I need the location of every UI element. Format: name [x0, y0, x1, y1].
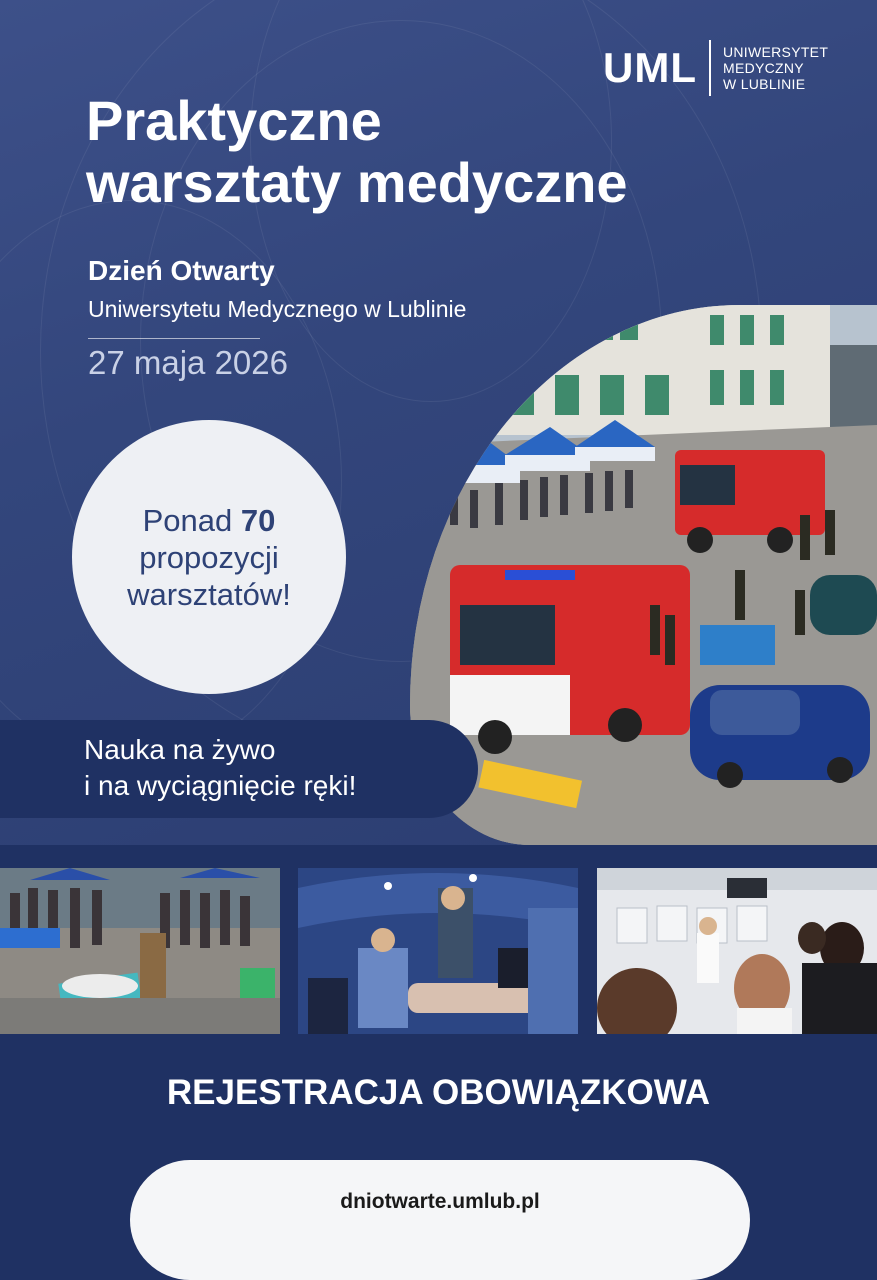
uml-logo — [603, 40, 828, 96]
photo-dental-lab-illustration — [597, 868, 877, 1034]
uml-logo-mark: UML — [603, 44, 697, 91]
title-line-1: Praktyczne — [86, 89, 382, 152]
logo-line-1: UNIWERSYTET — [722, 44, 829, 60]
divider-line — [88, 338, 260, 339]
registration-required-heading: REJESTRACJA OBOWIĄZKOWA — [166, 1073, 711, 1112]
badge-prefix: Ponad — [142, 502, 241, 538]
uml-logo-text — [723, 44, 828, 92]
title-line-2: warsztaty medyczne — [86, 151, 628, 214]
photo-simulation-tent — [298, 868, 578, 1034]
workshops-count-badge — [72, 420, 346, 694]
badge-line-3: warsztatów! — [127, 576, 291, 612]
poster-title — [86, 90, 628, 214]
registration-url-pill[interactable] — [130, 1160, 750, 1280]
registration-url-link[interactable]: dniotwarte.umlub.pl — [340, 1190, 540, 1213]
logo-line-2: MEDYCZNY — [722, 60, 804, 76]
photo-first-aid-demo — [0, 868, 280, 1034]
event-date: 27 maja 2026 — [88, 344, 288, 381]
slogan-line-2: i na wyciągnięcie ręki! — [84, 770, 357, 801]
photo-simulation-illustration — [298, 868, 578, 1034]
badge-line-2: propozycji — [139, 539, 279, 575]
slogan-banner — [0, 720, 478, 818]
event-name: Dzień Otwarty — [88, 255, 275, 286]
slogan-line-1: Nauka na żywo — [84, 734, 276, 765]
badge-line-1 — [143, 502, 276, 539]
event-organizer: Uniwersytetu Medycznego w Lublinie — [88, 296, 467, 322]
badge-number: 70 — [240, 502, 276, 538]
photo-dental-lab — [597, 868, 877, 1034]
logo-divider — [709, 40, 711, 96]
photo-first-aid-illustration — [0, 868, 280, 1034]
logo-line-3: W LUBLINIE — [722, 76, 806, 92]
